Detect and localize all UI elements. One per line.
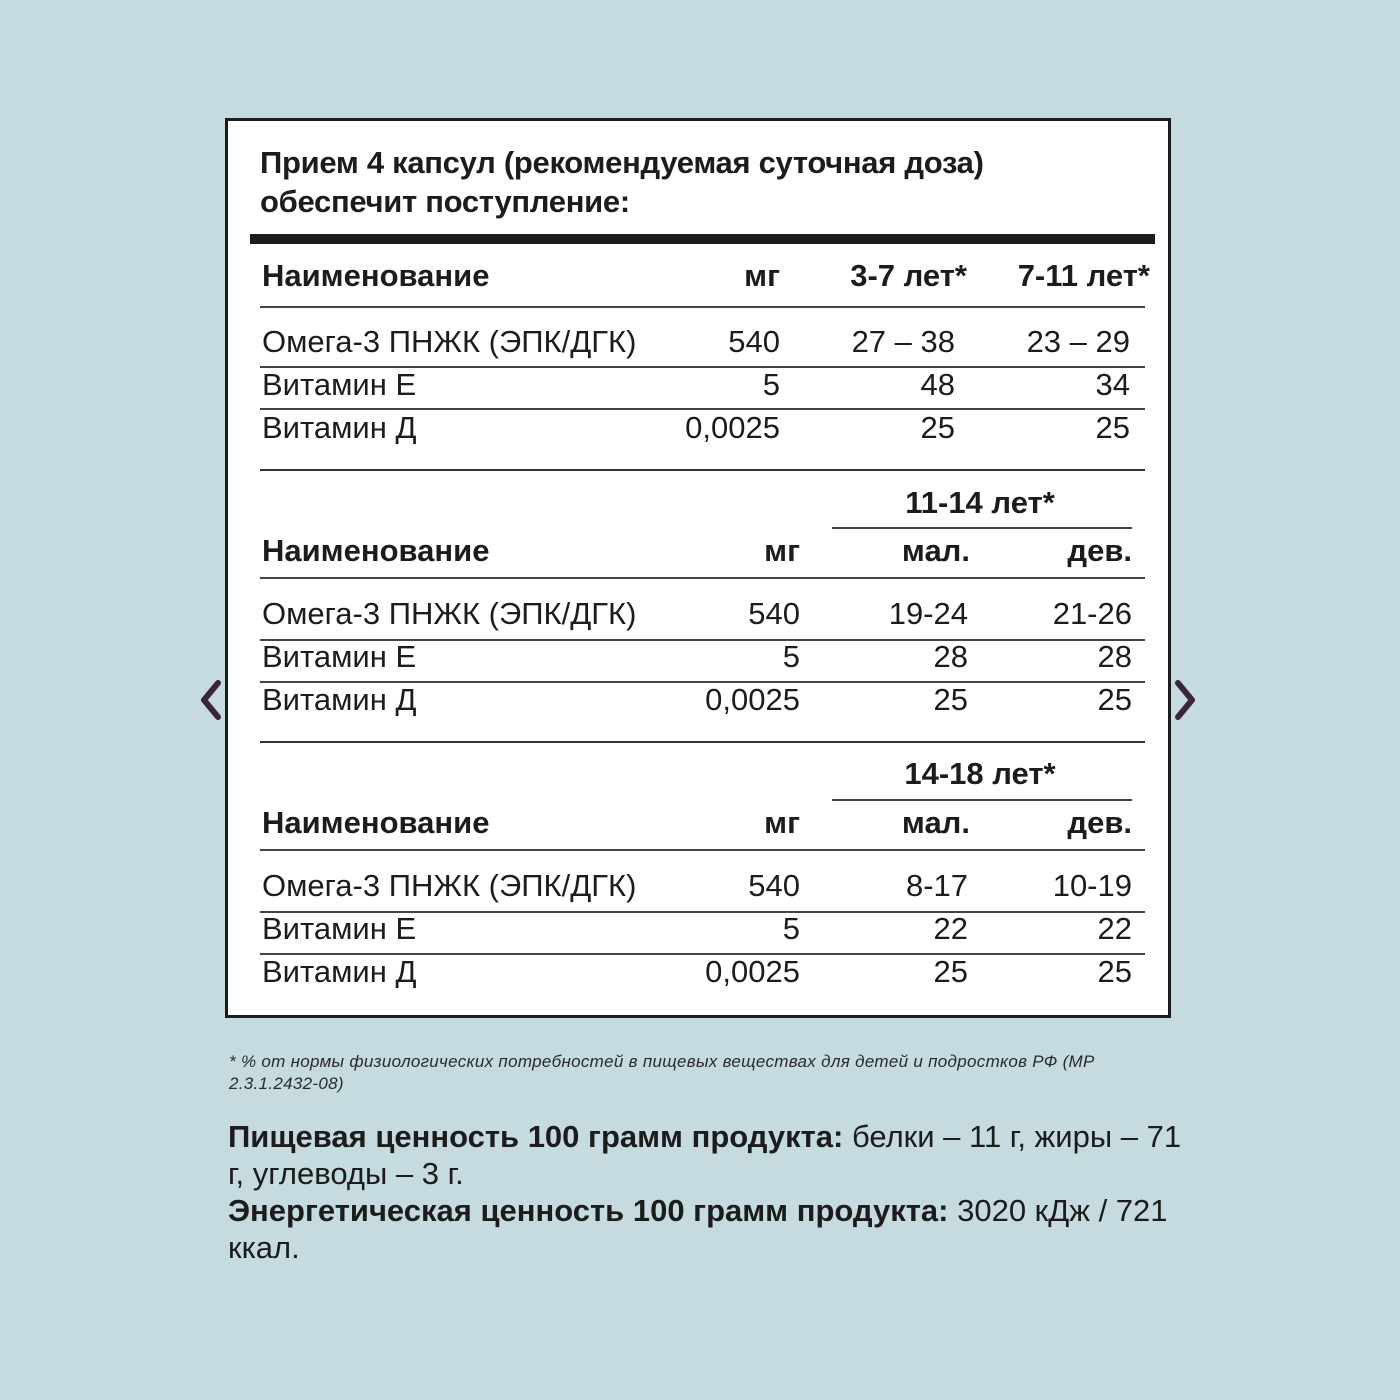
- row-mg: 540: [728, 324, 780, 359]
- row-name: Витамин Е: [262, 911, 417, 946]
- row-value: 10-19: [1052, 868, 1132, 903]
- row-mg: 0,0025: [705, 954, 800, 989]
- row-value: 22: [933, 911, 968, 946]
- row-value: 25: [933, 682, 968, 717]
- row-value: 22: [1097, 911, 1132, 946]
- row-name: Витамин Е: [262, 367, 417, 402]
- row-mg: 5: [762, 367, 780, 402]
- nutrition-label: Пищевая ценность 100 грамм продукта:: [228, 1119, 844, 1154]
- row-name: Витамин Д: [262, 954, 417, 989]
- header-mg: мг: [764, 533, 800, 568]
- energy-value: 3020 кДж / 721 ккал.: [228, 1193, 1168, 1265]
- row-name: Витамин Д: [262, 410, 417, 445]
- row-mg: 540: [748, 596, 800, 631]
- row-mg: 0,0025: [685, 410, 780, 445]
- row-mg: 5: [782, 911, 800, 946]
- header-name: Наименование: [262, 533, 490, 568]
- row-mg: 5: [782, 639, 800, 674]
- footnote: * % от нормы физиологических потребностей в пищевых веществах для детей и подростков РФ (МР 2.3.1.2432-08): [229, 1052, 1095, 1093]
- title-divider: [250, 234, 1155, 244]
- energy-label: Энергетическая ценность 100 грамм продукта:: [228, 1193, 949, 1228]
- row-value: 21-26: [1052, 596, 1132, 631]
- divider: [260, 849, 1145, 851]
- row-value: 27 – 38: [851, 324, 955, 359]
- header-age-3-7: 3-7 лет*: [850, 258, 967, 293]
- row-name: Витамин Е: [262, 639, 417, 674]
- row-value: 28: [933, 639, 968, 674]
- row-value: 25: [933, 954, 968, 989]
- section-divider: [260, 741, 1145, 743]
- nutrition-info: [228, 1118, 1183, 1266]
- row-mg: 0,0025: [705, 682, 800, 717]
- row-value: 25: [1097, 954, 1132, 989]
- row-value: 25: [920, 410, 955, 445]
- section-divider: [260, 469, 1145, 471]
- row-name: Омега-3 ПНЖК (ЭПК/ДГК): [262, 868, 637, 903]
- header-female: дев.: [1067, 805, 1132, 840]
- row-name: Омега-3 ПНЖК (ЭПК/ДГК): [262, 324, 637, 359]
- row-value: 19-24: [888, 596, 968, 631]
- header-age-7-11: 7-11 лет*: [1017, 258, 1150, 293]
- header-mg: мг: [744, 258, 780, 293]
- group-underline: [832, 527, 1132, 529]
- header-mg: мг: [764, 805, 800, 840]
- group-underline: [832, 799, 1132, 801]
- dosage-card: [225, 118, 1171, 1018]
- header-female: дев.: [1067, 533, 1132, 568]
- group-label: 11-14 лет*: [905, 485, 1055, 520]
- row-name: Омега-3 ПНЖК (ЭПК/ДГК): [262, 596, 637, 631]
- row-value: 48: [920, 367, 955, 402]
- row-name: Витамин Д: [262, 682, 417, 717]
- group-label: 14-18 лет*: [904, 756, 1056, 791]
- row-value: 23 – 29: [1026, 324, 1130, 359]
- nutrition-value: белки – 11 г, жиры – 71 г, углеводы – 3 г.: [228, 1119, 1182, 1191]
- row-value: 25: [1097, 682, 1132, 717]
- header-name: Наименование: [262, 805, 490, 840]
- row-value: 34: [1095, 367, 1130, 402]
- divider: [260, 577, 1145, 579]
- row-value: 28: [1097, 639, 1132, 674]
- divider: [260, 306, 1145, 308]
- header-name: Наименование: [262, 258, 490, 293]
- row-mg: 540: [748, 868, 800, 903]
- row-value: 8-17: [905, 868, 968, 903]
- header-male: мал.: [901, 533, 970, 568]
- header-male: мал.: [901, 805, 970, 840]
- card-title: Прием 4 капсул (рекомендуемая суточная доза) обеспечит поступление:: [260, 145, 984, 219]
- row-value: 25: [1095, 410, 1130, 445]
